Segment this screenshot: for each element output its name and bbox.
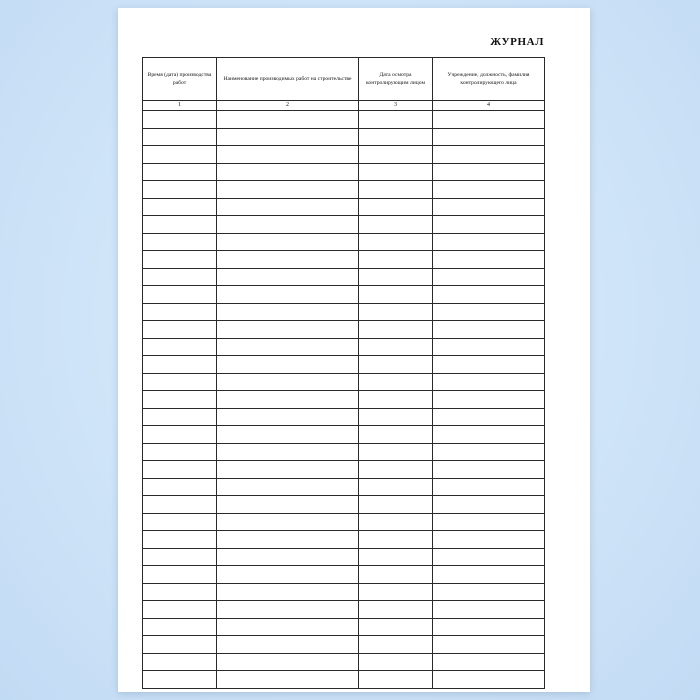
table-cell[interactable] [217,408,359,426]
table-cell[interactable] [433,618,545,636]
table-cell[interactable] [217,356,359,374]
column-number-1: 1 [143,101,217,111]
table-cell[interactable] [143,391,217,409]
table-cell[interactable] [433,426,545,444]
table-cell[interactable] [143,408,217,426]
document-page [118,8,590,692]
table-cell[interactable] [359,531,433,549]
table-cell[interactable] [143,618,217,636]
table-row[interactable] [143,408,545,426]
table-cell[interactable] [143,373,217,391]
table-cell[interactable] [359,321,433,339]
table-cell[interactable] [217,286,359,304]
table-cell[interactable] [433,356,545,374]
table-cell[interactable] [217,531,359,549]
table-cell[interactable] [433,531,545,549]
table-row[interactable] [143,268,545,286]
table-cell[interactable] [217,548,359,566]
table-cell[interactable] [359,671,433,689]
table-cell[interactable] [433,461,545,479]
journal-table [142,57,545,689]
table-cell[interactable] [143,233,217,251]
column-header-time-of-works: Время (дата) производства работ [143,58,217,101]
table-row[interactable] [143,163,545,181]
table-row[interactable] [143,531,545,549]
table-cell[interactable] [143,461,217,479]
table-cell[interactable] [433,286,545,304]
table-row[interactable] [143,356,545,374]
column-header-inspector: Учреждение, должность, фамилия контролирующего лица [433,58,545,101]
table-cell[interactable] [433,216,545,234]
table-cell[interactable] [217,216,359,234]
table-cell[interactable] [433,128,545,146]
table-cell[interactable] [143,303,217,321]
table-row[interactable] [143,513,545,531]
table-cell[interactable] [359,268,433,286]
table-cell[interactable] [217,321,359,339]
table-cell[interactable] [359,653,433,671]
table-row[interactable] [143,303,545,321]
table-column-number-row [143,101,545,111]
table-row[interactable] [143,251,545,269]
table-cell[interactable] [143,426,217,444]
table-cell[interactable] [143,111,217,129]
column-number-2: 2 [217,101,359,111]
table-cell[interactable] [433,251,545,269]
table-cell[interactable] [359,461,433,479]
table-cell[interactable] [143,478,217,496]
table-row[interactable] [143,443,545,461]
table-cell[interactable] [359,146,433,164]
table-cell[interactable] [217,163,359,181]
table-cell[interactable] [143,321,217,339]
table-cell[interactable] [217,338,359,356]
column-number-3: 3 [359,101,433,111]
table-cell[interactable] [433,636,545,654]
table-cell[interactable] [217,268,359,286]
table-cell[interactable] [143,198,217,216]
table-row[interactable] [143,426,545,444]
table-row[interactable] [143,391,545,409]
table-cell[interactable] [143,548,217,566]
table-cell[interactable] [433,373,545,391]
table-cell[interactable] [143,146,217,164]
table-cell[interactable] [359,181,433,199]
table-cell[interactable] [217,391,359,409]
table-cell[interactable] [143,268,217,286]
table-cell[interactable] [217,426,359,444]
table-row[interactable] [143,636,545,654]
column-header-works-name: Наименование производимых работ на строительстве [217,58,359,101]
table-cell[interactable] [433,671,545,689]
table-cell[interactable] [143,653,217,671]
table-cell[interactable] [359,163,433,181]
table-cell[interactable] [143,338,217,356]
table-cell[interactable] [143,128,217,146]
table-row[interactable] [143,233,545,251]
table-cell[interactable] [143,531,217,549]
table-cell[interactable] [359,566,433,584]
table-cell[interactable] [217,671,359,689]
table-cell[interactable] [433,181,545,199]
table-cell[interactable] [143,443,217,461]
table-row[interactable] [143,198,545,216]
table-row[interactable] [143,111,545,129]
table-row[interactable] [143,601,545,619]
table-cell[interactable] [217,513,359,531]
table-row[interactable] [143,461,545,479]
table-cell[interactable] [359,373,433,391]
table-row[interactable] [143,618,545,636]
table-cell[interactable] [433,653,545,671]
page-content [140,36,568,689]
table-cell[interactable] [359,111,433,129]
table-cell[interactable] [433,513,545,531]
table-cell[interactable] [359,391,433,409]
table-cell[interactable] [433,443,545,461]
table-cell[interactable] [143,181,217,199]
table-cell[interactable] [359,618,433,636]
table-cell[interactable] [143,163,217,181]
table-cell[interactable] [433,496,545,514]
column-number-4: 4 [433,101,545,111]
table-cell[interactable] [217,128,359,146]
table-cell[interactable] [217,618,359,636]
column-header-inspection-date: Дата осмотра контролирующим лицом [359,58,433,101]
table-row[interactable] [143,653,545,671]
table-cell[interactable] [359,216,433,234]
table-cell[interactable] [359,303,433,321]
table-row[interactable] [143,548,545,566]
table-cell[interactable] [217,198,359,216]
table-cell[interactable] [433,321,545,339]
table-cell[interactable] [143,286,217,304]
table-cell[interactable] [433,111,545,129]
table-cell[interactable] [359,198,433,216]
table-row[interactable] [143,496,545,514]
table-cell[interactable] [217,478,359,496]
table-cell[interactable] [359,478,433,496]
table-cell[interactable] [359,286,433,304]
table-cell[interactable] [217,461,359,479]
table-cell[interactable] [217,146,359,164]
table-cell[interactable] [217,111,359,129]
table-header [143,58,545,111]
table-cell[interactable] [433,478,545,496]
table-cell[interactable] [433,303,545,321]
table-cell[interactable] [217,653,359,671]
table-cell[interactable] [359,496,433,514]
table-cell[interactable] [433,391,545,409]
table-row[interactable] [143,671,545,689]
table-row[interactable] [143,286,545,304]
table-cell[interactable] [433,601,545,619]
table-cell[interactable] [359,408,433,426]
table-cell[interactable] [143,583,217,601]
table-cell[interactable] [359,426,433,444]
table-cell[interactable] [359,583,433,601]
table-row[interactable] [143,216,545,234]
table-row[interactable] [143,128,545,146]
table-cell[interactable] [433,198,545,216]
page-title: ЖУРНАЛ [490,36,544,48]
table-header-row [143,58,545,101]
table-cell[interactable] [217,601,359,619]
table-row[interactable] [143,146,545,164]
table-cell[interactable] [433,268,545,286]
table-cell[interactable] [143,216,217,234]
table-row[interactable] [143,478,545,496]
table-cell[interactable] [359,338,433,356]
table-cell[interactable] [143,356,217,374]
table-cell[interactable] [143,566,217,584]
table-cell[interactable] [217,251,359,269]
table-cell[interactable] [217,583,359,601]
table-row[interactable] [143,338,545,356]
table-cell[interactable] [359,443,433,461]
table-cell[interactable] [143,496,217,514]
table-cell[interactable] [359,251,433,269]
table-cell[interactable] [433,233,545,251]
table-cell[interactable] [217,496,359,514]
table-cell[interactable] [143,636,217,654]
table-cell[interactable] [359,636,433,654]
table-row[interactable] [143,181,545,199]
table-cell[interactable] [217,636,359,654]
table-cell[interactable] [143,671,217,689]
table-cell[interactable] [217,443,359,461]
table-cell[interactable] [143,513,217,531]
table-cell[interactable] [217,373,359,391]
table-body [143,111,545,689]
table-row[interactable] [143,373,545,391]
table-cell[interactable] [217,566,359,584]
table-cell[interactable] [359,548,433,566]
table-row[interactable] [143,566,545,584]
table-cell[interactable] [359,601,433,619]
table-cell[interactable] [433,408,545,426]
table-cell[interactable] [433,338,545,356]
table-cell[interactable] [433,548,545,566]
table-cell[interactable] [359,513,433,531]
table-cell[interactable] [359,356,433,374]
table-row[interactable] [143,583,545,601]
table-cell[interactable] [143,601,217,619]
table-cell[interactable] [217,233,359,251]
table-cell[interactable] [433,566,545,584]
table-cell[interactable] [359,128,433,146]
table-row[interactable] [143,321,545,339]
table-cell[interactable] [433,583,545,601]
table-cell[interactable] [143,251,217,269]
table-cell[interactable] [433,146,545,164]
table-cell[interactable] [217,181,359,199]
table-cell[interactable] [433,163,545,181]
table-cell[interactable] [217,303,359,321]
table-cell[interactable] [359,233,433,251]
